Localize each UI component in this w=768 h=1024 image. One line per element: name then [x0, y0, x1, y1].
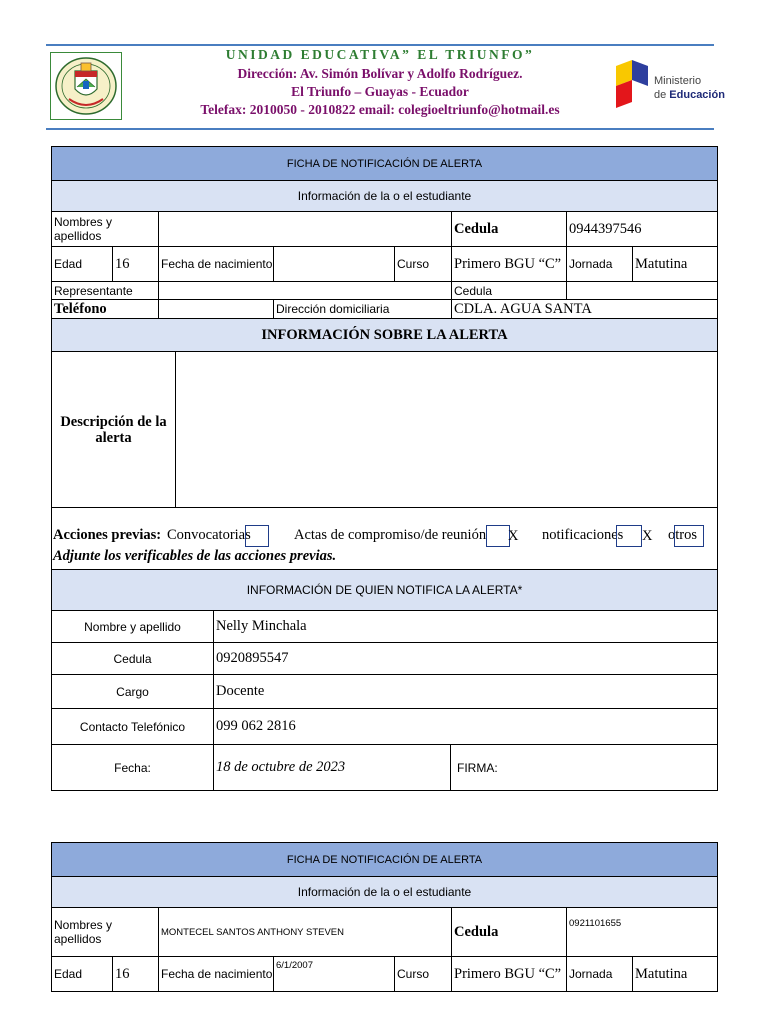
form1-notifier-section: INFORMACIÓN DE QUIEN NOTIFICA LA ALERTA* [51, 569, 718, 611]
notifier-name-value: Nelly Minchala [213, 610, 718, 643]
school-crest-icon [51, 53, 121, 119]
prev-action-actas-mark: X [508, 528, 519, 544]
form1-telefono-value [158, 299, 274, 319]
notifier-cedula-label: Cedula [51, 642, 214, 675]
form1-telefono-label: Teléfono [51, 299, 159, 319]
form1-representante-label: Representante [51, 281, 159, 300]
school-contact: Telefax: 2010050 - 2010822 email: colegioeltriunfo@hotmail.es [200, 102, 560, 117]
form2-curso-value: Primero BGU “C” [451, 956, 567, 992]
form1-title: FICHA DE NOTIFICACIÓN DE ALERTA [51, 146, 718, 181]
form1-jornada-label: Jornada [566, 246, 633, 282]
form1-cedula-value: 0944397546 [566, 211, 718, 247]
ministry-flag-icon [614, 58, 652, 110]
form1-cedula-label: Cedula [451, 211, 567, 247]
form2-names-label: Nombres y apellidos [51, 907, 159, 957]
form1-curso-value: Primero BGU “C” [451, 246, 567, 282]
form1-names-value [158, 211, 452, 247]
notifier-phone-label: Contacto Telefónico [51, 708, 214, 745]
school-crest-logo [50, 52, 122, 120]
form1-direccion-label: Dirección domiciliaria [273, 299, 452, 319]
ministry-line2-bold: Educación [669, 89, 725, 101]
prev-action-otros-checkbox[interactable] [674, 525, 704, 547]
form1-curso-label: Curso [394, 246, 452, 282]
form1-attach-note: Adjunte los verificables de las acciones previas. [53, 548, 337, 564]
form1-prev-actions-title: Acciones previas: [53, 527, 162, 543]
prev-action-notificaciones-checkbox[interactable] [616, 525, 653, 547]
form2-curso-label: Curso [394, 956, 452, 992]
form2-birth-value: 6/1/2007 [273, 956, 395, 992]
form1-student-section: Información de la o el estudiante [51, 180, 718, 212]
ministry-line2-prefix: de [654, 89, 670, 101]
form2-cedula-label: Cedula [451, 907, 567, 957]
prev-action-otros-label: otros [668, 527, 697, 543]
form2-edad-value: 16 [112, 956, 159, 992]
form1-alert-desc-label: Descripción de la alerta [51, 351, 176, 508]
form1-representante-value [158, 281, 452, 300]
form1-prev-actions-label [53, 527, 161, 544]
form1-edad-value: 16 [112, 246, 159, 282]
form2-edad-label: Edad [51, 956, 113, 992]
notifier-phone-value: 099 062 2816 [213, 708, 718, 745]
form1-alert-section: INFORMACIÓN SOBRE LA ALERTA [51, 318, 718, 352]
form1-cedula2-label: Cedula [451, 281, 567, 300]
ministry-line1: Ministerio [654, 75, 702, 87]
notifier-cedula-value: 0920895547 [213, 642, 718, 675]
form1-edad-label: Edad [51, 246, 113, 282]
notifier-name-label: Nombre y apellido [51, 610, 214, 643]
prev-action-convocatorias-label: Convocatorias [167, 527, 251, 543]
notifier-cargo-label: Cargo [51, 674, 214, 709]
prev-action-notificaciones-label: notificaciones [542, 527, 624, 543]
notifier-date-label: Fecha: [51, 744, 214, 791]
prev-action-actas-checkbox[interactable] [486, 525, 519, 547]
form2-student-section: Información de la o el estudiante [51, 876, 718, 908]
form1-birth-value [273, 246, 395, 282]
notifier-date-value: 18 de octubre de 2023 [213, 744, 451, 791]
ministry-logo [614, 58, 725, 110]
form1-birth-label: Fecha de nacimiento [158, 246, 274, 282]
form1-names-label: Nombres y apellidos [51, 211, 159, 247]
form2-cedula-value: 0921101655 [566, 907, 718, 957]
ministry-line2 [654, 88, 725, 102]
prev-action-notificaciones-mark: X [642, 528, 653, 544]
school-address: Dirección: Av. Simón Bolívar y Adolfo Rodríguez. [237, 66, 523, 81]
form2-jornada-value: Matutina [632, 956, 718, 992]
form1-jornada-value: Matutina [632, 246, 718, 282]
form1-cedula2-value [566, 281, 718, 300]
header-top-rule [46, 44, 714, 46]
prev-action-convocatorias-checkbox[interactable] [245, 525, 269, 547]
school-city: El Triunfo – Guayas - Ecuador [291, 84, 469, 99]
form1-alert-desc-value[interactable] [175, 351, 718, 508]
school-name: UNIDAD EDUCATIVA” EL TRIUNFO” [225, 47, 535, 62]
form2-title: FICHA DE NOTIFICACIÓN DE ALERTA [51, 842, 718, 877]
form2-birth-label: Fecha de nacimiento [158, 956, 274, 992]
form2-jornada-label: Jornada [566, 956, 633, 992]
form2-names-value: MONTECEL SANTOS ANTHONY STEVEN [158, 907, 452, 957]
header-bottom-rule [46, 128, 714, 130]
form1-prev-actions-block [51, 507, 718, 570]
notifier-signature-label: FIRMA: [450, 744, 718, 791]
form1-direccion-value: CDLA. AGUA SANTA [451, 299, 718, 319]
notifier-cargo-value: Docente [213, 674, 718, 709]
prev-action-actas-label: Actas de compromiso/de reunión [294, 527, 487, 543]
